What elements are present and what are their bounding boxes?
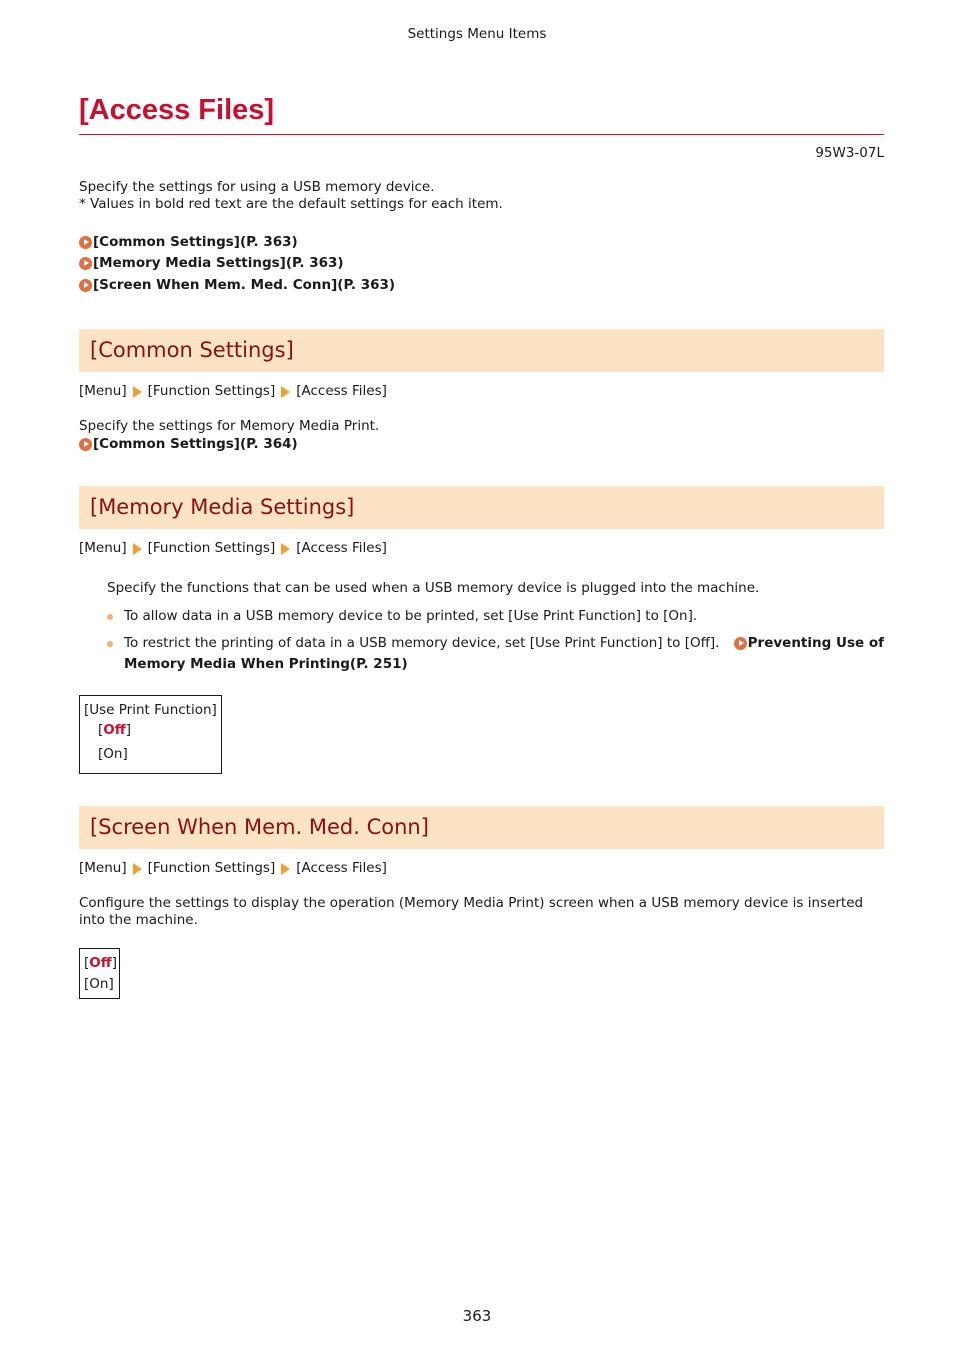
bullet-text-line [124,635,884,651]
breadcrumb-function-settings: [Function Settings] [147,860,276,876]
toc-link-memory-media-settings[interactable] [79,255,344,271]
toc-link-label: [Memory Media Settings](P. 363) [93,255,344,271]
toc-link-label: [Screen When Mem. Med. Conn](P. 363) [93,277,396,293]
breadcrumb-access-files: [Access Files] [296,860,387,876]
link-preventing-use-continued[interactable]: Memory Media When Printing(P. 251) [124,656,408,672]
option-on: [On] [84,976,114,992]
bullet-icon [107,614,113,620]
setting-name: [Use Print Function] [84,702,217,718]
link-common-settings-detail[interactable] [79,436,298,452]
link-arrow-icon [79,236,92,249]
section-description: Configure the settings to display the operation (Memory Media Print) screen when a USB memory device is inserted [79,895,864,911]
breadcrumb-menu: [Menu] [79,860,127,876]
section-description: Specify the settings for Memory Media Print. [79,418,380,434]
section-description: Specify the functions that can be used when a USB memory device is plugged into the machine. [107,580,760,596]
setting-options-box [79,695,222,774]
option-default: [Off] [98,722,131,738]
link-arrow-icon [734,637,747,650]
breadcrumb-arrow-icon [281,543,290,555]
section-header-memory-media-settings [79,486,884,529]
breadcrumb-function-settings: [Function Settings] [147,383,276,399]
breadcrumb [79,383,387,399]
option-default: [Off] [84,955,117,971]
section-header-screen-when-mem-med-conn [79,806,884,849]
list-item [107,608,884,624]
link-label: Preventing Use of [747,635,884,651]
breadcrumb-arrow-icon [133,386,142,398]
page-title: [Access Files] [79,94,275,126]
breadcrumb-arrow-icon [133,863,142,875]
toc-link-screen-when-mem-med-conn[interactable] [79,277,395,293]
section-header-common-settings [79,329,884,372]
link-label: [Common Settings](P. 364) [93,436,298,452]
breadcrumb-access-files: [Access Files] [296,383,387,399]
section-heading: [Screen When Mem. Med. Conn] [90,815,429,839]
running-header: Settings Menu Items [407,26,547,42]
intro-note: * Values in bold red text are the default settings for each item. [79,196,503,212]
setting-options-box [79,948,120,999]
link-preventing-use[interactable] [734,635,884,651]
bullet-text: To allow data in a USB memory device to be printed, set [Use Print Function] to [On]. [124,608,698,624]
breadcrumb [79,860,387,876]
toc-link-label: [Common Settings](P. 363) [93,234,298,250]
breadcrumb-function-settings: [Function Settings] [147,540,276,556]
breadcrumb [79,540,387,556]
breadcrumb-arrow-icon [281,386,290,398]
section-description-continued: into the machine. [79,912,198,928]
list-item [107,635,884,672]
intro-text: Specify the settings for using a USB memory device. [79,179,435,195]
breadcrumb-arrow-icon [281,863,290,875]
breadcrumb-menu: [Menu] [79,383,127,399]
link-arrow-icon [79,279,92,292]
bullet-text: To restrict the printing of data in a USB memory device, set [Use Print Function] to [Off]. [124,635,720,651]
breadcrumb-menu: [Menu] [79,540,127,556]
breadcrumb-access-files: [Access Files] [296,540,387,556]
option-on: [On] [98,746,128,762]
section-heading: [Memory Media Settings] [90,495,355,519]
link-arrow-icon [79,438,92,451]
title-rule [79,134,884,135]
default-value: Off [103,722,126,738]
default-value: Off [89,955,112,971]
link-arrow-icon [79,257,92,270]
toc-link-common-settings[interactable] [79,234,298,250]
page-number: 363 [462,1307,492,1325]
document-id: 95W3-07L [815,145,884,161]
section-heading: [Common Settings] [90,338,294,362]
breadcrumb-arrow-icon [133,543,142,555]
bullet-icon [107,641,113,647]
